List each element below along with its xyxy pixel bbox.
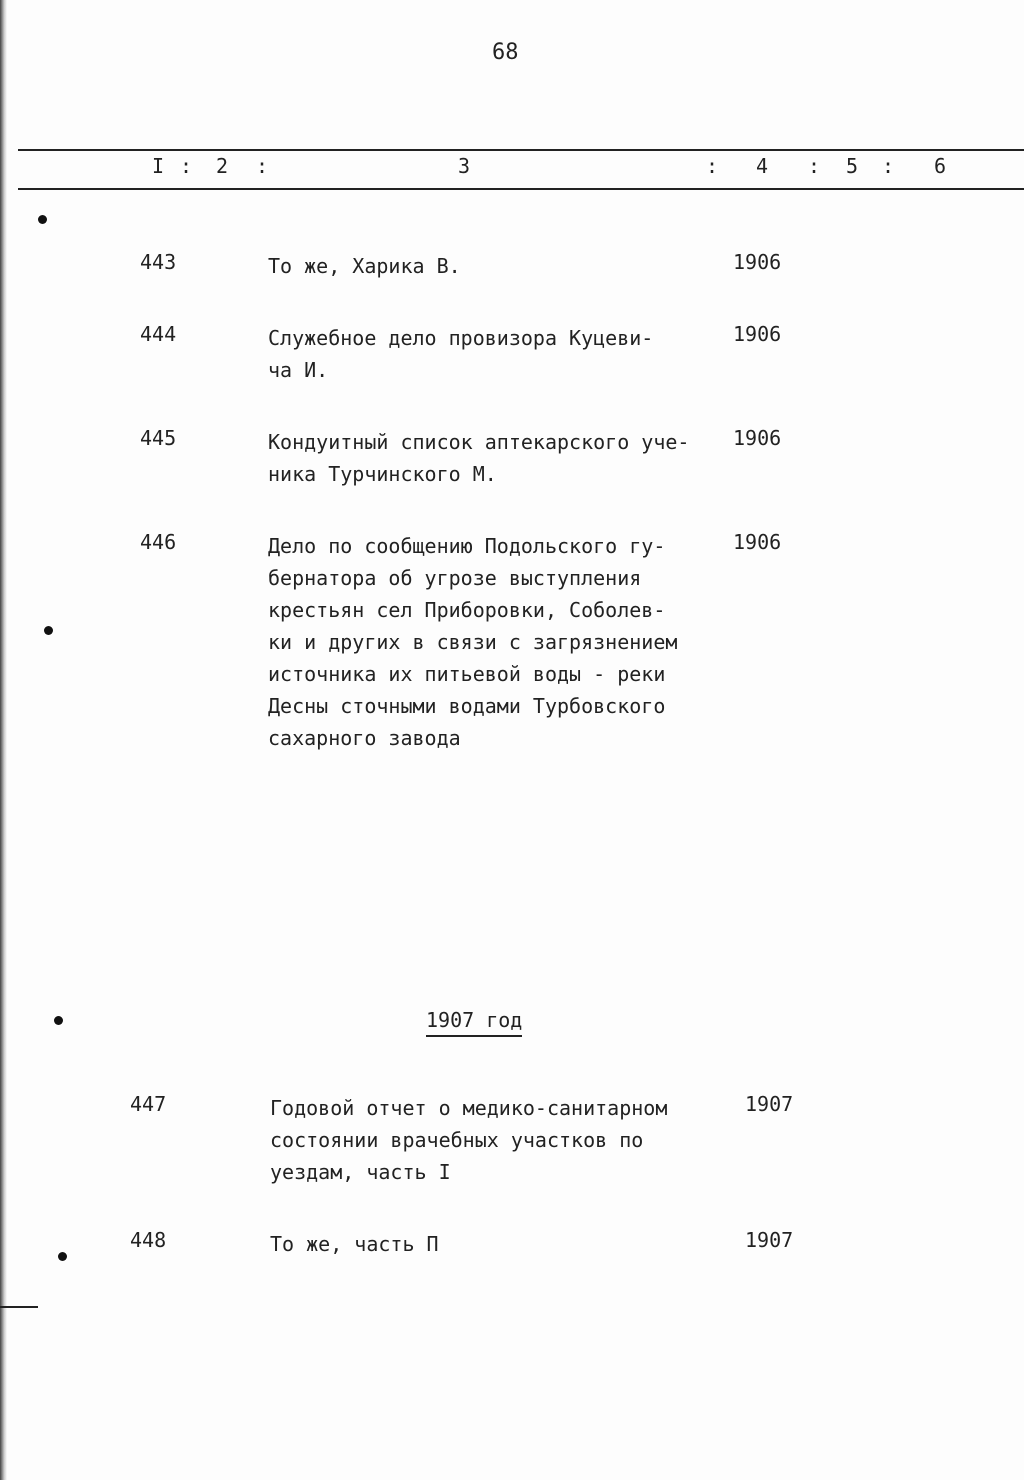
entry-title: То же, часть П <box>270 1232 439 1256</box>
header-col-1: I <box>152 154 165 178</box>
punch-hole-mark <box>44 626 53 635</box>
header-col-6: 6 <box>934 154 947 178</box>
punch-hole-mark <box>38 215 47 224</box>
header-col-3: 3 <box>458 154 471 178</box>
header-sep: : <box>882 154 895 178</box>
page-number: 68 <box>492 40 519 65</box>
header-sep: : <box>256 154 269 178</box>
entry-year: 1907 <box>745 1228 794 1252</box>
entry-year: 1906 <box>733 530 782 554</box>
punch-hole-mark <box>58 1252 67 1261</box>
entry-year: 1906 <box>733 322 782 346</box>
entry-number: 445 <box>140 426 177 450</box>
punch-hole-mark <box>54 1016 63 1025</box>
entry-title: Дело по сообщению Подольского гу- бернатора об угрозе выступления крестьян сел Приборовки, Соболев- ки и других в связи с загрязнением источника их питьевой воды - реки Десны сточными водами Турбовского сахарного завода <box>268 534 678 750</box>
entry-title: Кондуитный список аптекарского уче- ника Турчинского М. <box>268 430 690 486</box>
entry-title: Служебное дело провизора Куцеви- ча И. <box>268 326 654 382</box>
entry-number: 443 <box>140 250 177 274</box>
entry-year: 1906 <box>733 426 782 450</box>
section-heading: 1907 год <box>426 1008 522 1037</box>
header-col-5: 5 <box>846 154 859 178</box>
entry-year: 1906 <box>733 250 782 274</box>
header-sep: : <box>808 154 821 178</box>
margin-mark <box>0 1306 38 1308</box>
header-sep: : <box>706 154 719 178</box>
entry-number: 444 <box>140 322 177 346</box>
entry-number: 448 <box>130 1228 167 1252</box>
scan-edge <box>0 0 7 1480</box>
header-col-2: 2 <box>216 154 229 178</box>
header-sep: : <box>180 154 193 178</box>
header-col-4: 4 <box>756 154 769 178</box>
entry-number: 447 <box>130 1092 167 1116</box>
entry-year: 1907 <box>745 1092 794 1116</box>
header-bottom-rule <box>18 188 1024 190</box>
entry-title: Годовой отчет о медико-санитарном состоянии врачебных участков по уездам, часть I <box>270 1096 668 1184</box>
header-top-rule <box>18 149 1024 151</box>
entry-number: 446 <box>140 530 177 554</box>
entry-title: То же, Харика В. <box>268 254 461 278</box>
